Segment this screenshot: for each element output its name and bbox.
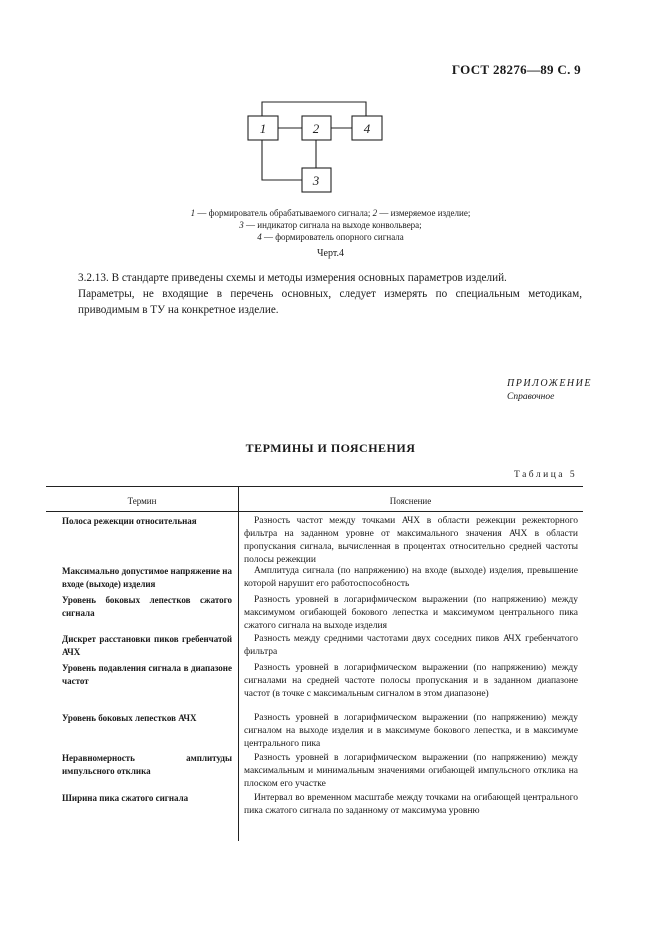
- table-row-term: Уровень подавления сигнала в диапазоне частот: [62, 663, 232, 686]
- page-header: ГОСТ 28276—89 С. 9: [451, 62, 581, 77]
- table-row-explanation: Разность уровней в логарифмическом выражении (по напряжению) между максимумом огибающей бокового лепестка и максимумом центрального пика сжатого сигнала на выходе изделия: [244, 595, 578, 631]
- column-header-term: Термин: [127, 496, 157, 506]
- table-row-term: Уровень боковых лепестков сжатого сигнала: [62, 595, 232, 618]
- table-header-rule: [46, 511, 583, 512]
- table-row-explanation: Амплитуда сигнала (по напряжению) на входе (выходе) изделия, превышение которой нарушит его работоспособность: [244, 566, 578, 589]
- caption-line-1: 1 — формирователь обрабатываемого сигнала; 2 — измеряемое изделие;: [190, 208, 471, 218]
- table-top-rule: [46, 486, 583, 487]
- table-row-term: Ширина пика сжатого сигнала: [62, 793, 189, 803]
- table-row-explanation: Интервал во временном масштабе между точками на огибающей центрального пика сжатого сигнала по заданному от максимума уровню: [244, 793, 578, 816]
- section-title: ТЕРМИНЫ И ПОЯСНЕНИЯ: [245, 441, 416, 455]
- table-row-explanation: Разность уровней в логарифмическом выражении (по напряжению) между максимальным и минимальным значениями огибающей импульсного отклика на плоском его участке: [244, 753, 578, 789]
- paragraph-parameters: Параметры, не входящие в перечень основных, следует измерять по специальным методикам, приводимым в ТУ на конкретное изделие.: [78, 288, 582, 316]
- column-header-explanation: Пояснение: [389, 496, 432, 506]
- table-row-term: Полоса режекции относительная: [62, 516, 197, 526]
- table-row-term: Уровень боковых лепестков АЧХ: [62, 713, 197, 723]
- paragraph-3-2-13: 3.2.13. В стандарте приведены схемы и методы измерения основных параметров изделий.: [78, 272, 507, 284]
- appendix-label: ПРИЛОЖЕНИЕ: [507, 378, 592, 389]
- table-row-term: Максимально допустимое напряжение на входе (выходе) изделия: [62, 566, 232, 589]
- block-3-label: 3: [312, 173, 320, 188]
- caption-line-2: 3 — индикатор сигнала на выходе конвольвера;: [239, 220, 422, 230]
- table-row-explanation: Разность между средними частотами двух соседних пиков АЧХ гребенчатого фильтра: [244, 634, 578, 657]
- table-label: Таблица 5: [514, 470, 578, 480]
- figure-label: Черт.4: [317, 248, 344, 259]
- block-2-label: 2: [312, 121, 320, 136]
- table-row-explanation: Разность уровней в логарифмическом выражении (по напряжению) между сигналом на выходе изделия и в максимуме бокового лепестка, и в максимуме центрального пика: [244, 713, 578, 749]
- caption-line-3: 4 — формирователь опорного сигнала: [257, 232, 404, 242]
- table-row-explanation: Разность уровней в логарифмическом выражении (по напряжению) между сигналами на средней частоте полосы пропускания и в заданном диапазоне частот (в точке с максимальным сигналом в этом диапазоне): [244, 663, 578, 699]
- table-row-term: Дискрет расстановки пиков гребенчатой АЧХ: [62, 634, 232, 657]
- table-row-term: Неравномерность амплитуды импульсного отклика: [62, 753, 232, 776]
- table-column-divider: [238, 486, 239, 841]
- connection-1-3: [262, 140, 302, 180]
- block-4-label: 4: [363, 121, 371, 136]
- appendix-type: Справочное: [507, 392, 555, 402]
- block-diagram: [240, 96, 390, 196]
- block-1-label: 1: [259, 121, 267, 136]
- connection-1-4: [262, 102, 366, 116]
- table-row-explanation: Разность частот между точками АЧХ в области режекции режекторного фильтра на заданном уровне от максимального значения АЧХ в области пропускания сигнала, вычисленная в процентах относительно средней частоты полосы режекции: [244, 516, 578, 565]
